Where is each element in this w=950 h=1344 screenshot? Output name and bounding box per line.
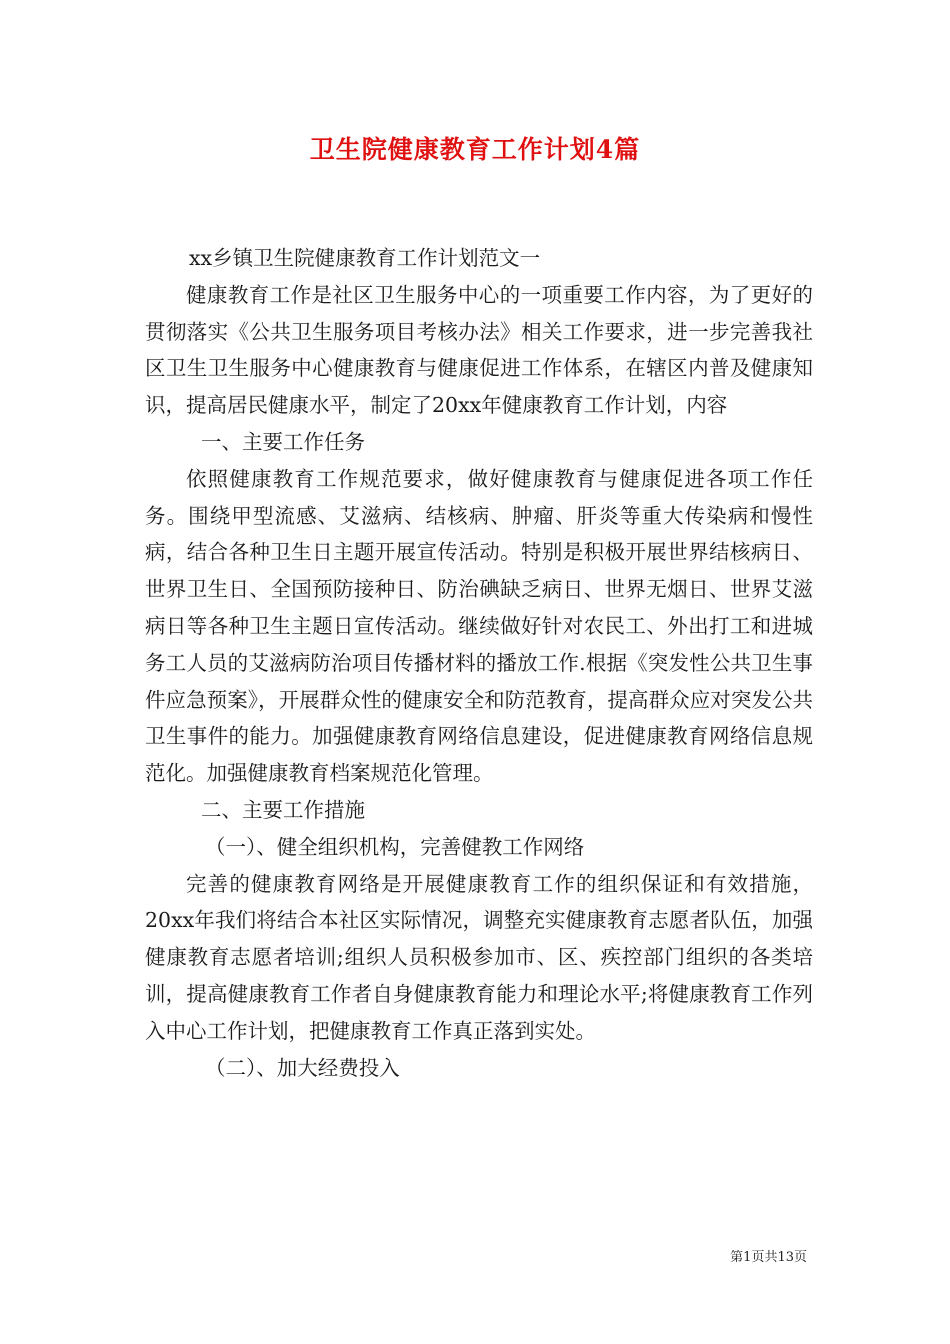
paragraph-network: 完善的健康教育网络是开展健康教育工作的组织保证和有效措施，20xx年我们将结合本社区实际情况，调整充实健康教育志愿者队伍，加强健康教育志愿者培训;组织人员积极参加市、区、疾控部门组织的各类培训，提高健康教育工作者自身健康教育能力和理论水平;将健康教育工作列入中心工作计划，把健康教育工作真正落到实处。 [145,871,813,1043]
subheading-organization: （一）、健全组织机构，完善健教工作网络 [205,834,585,859]
document-body [145,240,813,1086]
heading-main-measures: 二、主要工作措施 [201,797,365,822]
heading-main-tasks: 一、主要工作任务 [201,429,365,454]
section-subtitle: xx乡镇卫生院健康教育工作计划范文一 [189,246,541,270]
paragraph-tasks: 依照健康教育工作规范要求，做好健康教育与健康促进各项工作任务。围绕甲型流感、艾滋病、结核病、肿瘤、肝炎等重大传染病和慢性病，结合各种卫生日主题开展宣传活动。特别是积极开展世界结核病日、世界卫生日、全国预防接种日、防治碘缺乏病日、世界无烟日、世界艾滋病日等各种卫生主题日宣传活动。继续做好针对农民工、外出打工和进城务工人员的艾滋病防治项目传播材料的播放工作.根据《突发性公共卫生事件应急预案》，开展群众性的健康安全和防范教育，提高群众应对突发公共卫生事件的能力。加强健康教育网络信息建设，促进健康教育网络信息规范化。加强健康教育档案规范化管理。 [145,466,813,786]
page-number-footer: 第1页共13页 [730,1250,807,1265]
subheading-funding: （二）、加大经费投入 [205,1055,400,1080]
document-title: 卫生院健康教育工作计划4篇 [309,135,641,164]
paragraph-intro: 健康教育工作是社区卫生服务中心的一项重要工作内容，为了更好的贯彻落实《公共卫生服务项目考核办法》相关工作要求，进一步完善我社区卫生卫生服务中心健康教育与健康促进工作体系，在辖区内普及健康知识，提高居民健康水平，制定了20xx年健康教育工作计划，内容 [145,282,813,418]
